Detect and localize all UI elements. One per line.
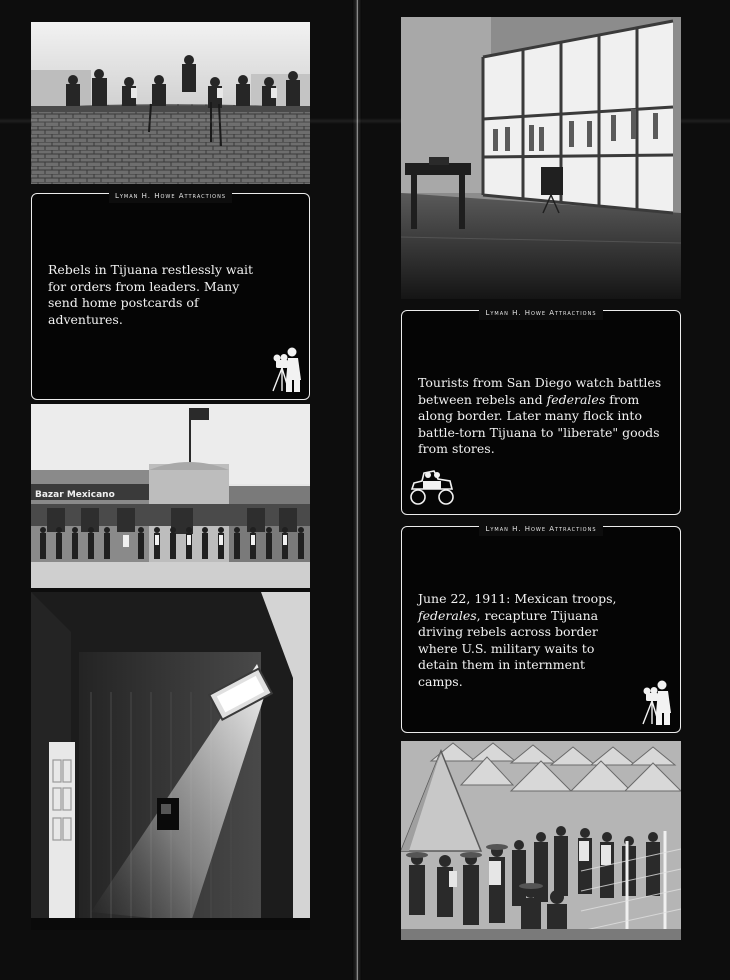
photo-troops-main-street xyxy=(31,404,310,588)
caption-italic-term: federales xyxy=(418,607,477,623)
caption-text: Rebels in Tijuana restlessly wait for orders from leaders. Many send home postcards of adventures. xyxy=(48,262,254,327)
card-header xyxy=(402,519,680,536)
card-header xyxy=(32,186,309,203)
caption-text xyxy=(418,375,664,458)
photo-exhibit-interior xyxy=(31,592,310,930)
film-camera-operator-icon xyxy=(270,346,306,396)
caption-card-tourists xyxy=(401,310,681,515)
photo-window-viewing-room xyxy=(401,17,681,299)
caption-text-part: from along border. Later many flock into battle-torn Tijuana to "liberate" goods from stores. xyxy=(418,391,660,456)
film-camera-operator-icon xyxy=(640,679,676,729)
caption-text xyxy=(418,591,630,690)
caption-text-part: Tourists from San Diego watch battles between rebels and xyxy=(418,375,662,407)
caption-card-rebels xyxy=(31,193,310,400)
caption-text-part: June 22, 1911: Mexican troops, xyxy=(418,591,617,606)
card-header-text: Lyman H. Howe Attractions xyxy=(479,306,602,320)
photo-internment-camp xyxy=(401,741,681,940)
early-automobile-icon xyxy=(408,467,458,511)
caption-italic-term: federales xyxy=(546,391,606,407)
card-header-text: Lyman H. Howe Attractions xyxy=(109,189,232,203)
caption-text-part: , recapture Tijuana driving rebels across border where U.S. military waits to detain them in internment camps. xyxy=(418,607,599,689)
photo-rebels-on-wall xyxy=(31,22,310,184)
card-header xyxy=(402,303,680,320)
caption-card-recapture xyxy=(401,526,681,733)
store-sign: Bazar Mexicano xyxy=(35,490,115,500)
card-header-text: Lyman H. Howe Attractions xyxy=(479,522,602,536)
center-fold xyxy=(352,0,362,980)
